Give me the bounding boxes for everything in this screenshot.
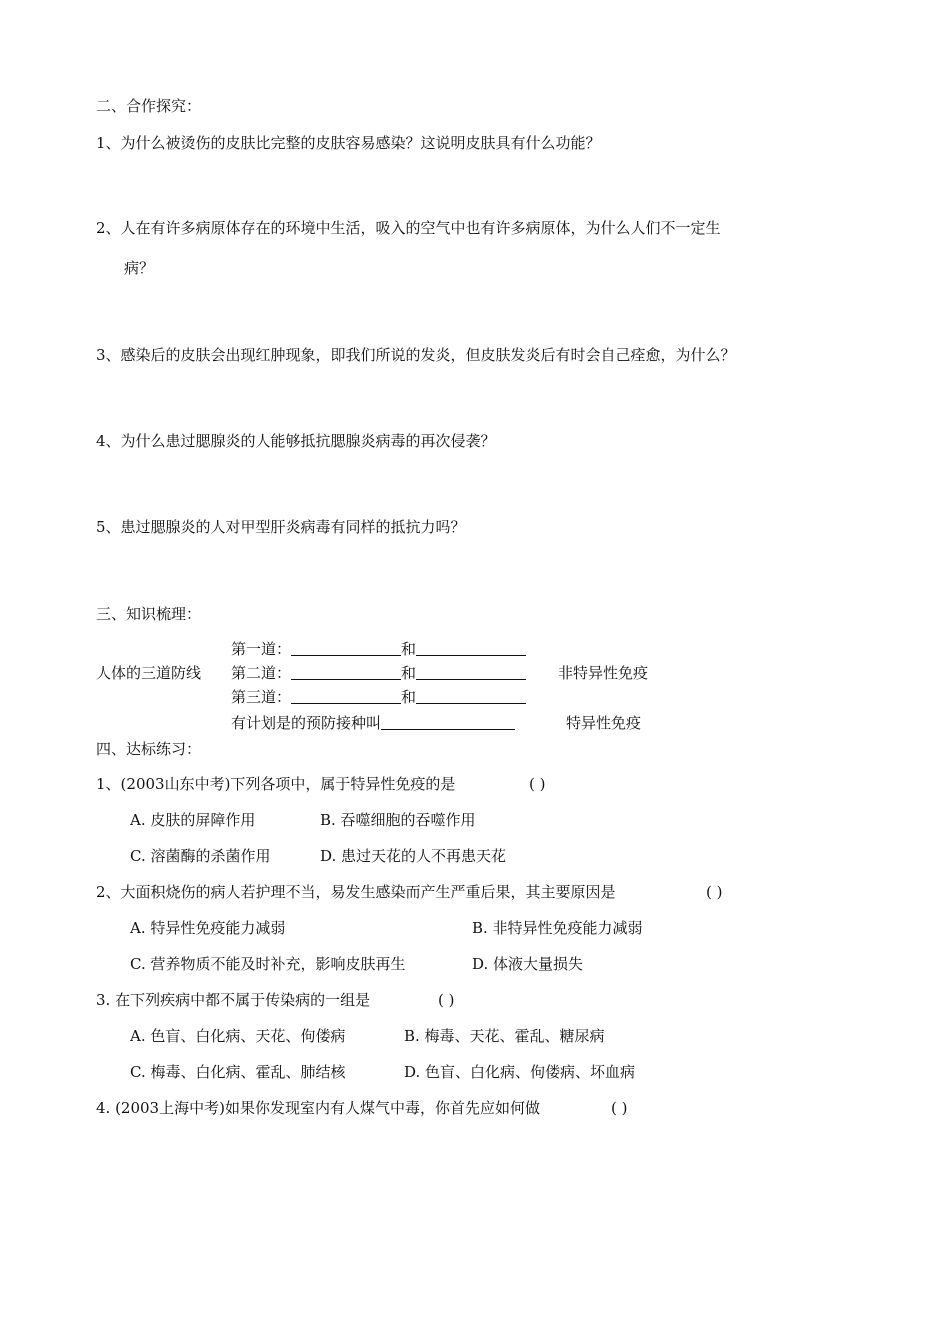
exercise-2-option-b: B. 非特异性免疫能力减弱 bbox=[472, 919, 643, 937]
blank-2a[interactable] bbox=[291, 664, 401, 680]
exercise-4-answer-paren[interactable]: ( ) bbox=[611, 1099, 628, 1117]
vaccination-label: 有计划是的预防接种叫 bbox=[231, 714, 382, 732]
exercise-3-option-b: B. 梅毒、天花、霍乱、糖尿病 bbox=[404, 1027, 605, 1045]
defense-group-label: 人体的三道防线 bbox=[96, 664, 202, 682]
blank-2b[interactable] bbox=[416, 664, 526, 680]
defense-line-2 bbox=[231, 663, 526, 683]
question-3: 3、感染后的皮肤会出现红肿现象，即我们所说的发炎，但皮肤发炎后有时会自己痊愈，为什么？ bbox=[96, 346, 736, 364]
exercise-2-stem: 2、大面积烧伤的病人若护理不当，易发生感染而产生严重后果，其主要原因是 bbox=[96, 883, 616, 901]
exercise-3-stem: 3. 在下列疾病中都不属于传染病的一组是 bbox=[96, 991, 371, 1009]
exercise-3-option-d: D. 色盲、白化病、佝偻病、坏血病 bbox=[404, 1063, 636, 1081]
section4-heading: 四、达标练习： bbox=[96, 740, 202, 758]
exercise-2-answer-paren[interactable]: ( ) bbox=[706, 883, 723, 901]
question-1: 1、为什么被烫伤的皮肤比完整的皮肤容易感染？这说明皮肤具有什么功能？ bbox=[96, 134, 601, 152]
blank-3b[interactable] bbox=[416, 688, 526, 704]
exercise-2-option-a: A. 特异性免疫能力减弱 bbox=[130, 919, 286, 937]
exercise-1-option-b: B. 吞噬细胞的吞噬作用 bbox=[320, 811, 476, 829]
exercise-2-option-c: C. 营养物质不能及时补充，影响皮肤再生 bbox=[130, 955, 406, 973]
defense-line-1-label: 第一道： bbox=[231, 640, 292, 658]
exercise-2-option-d: D. 体液大量损失 bbox=[472, 955, 584, 973]
exercise-1-option-c: C. 溶菌酶的杀菌作用 bbox=[130, 847, 271, 865]
exercise-1-stem: 1、(2003山东中考)下列各项中，属于特异性免疫的是 bbox=[96, 775, 456, 793]
nonspecific-immunity-label: 非特异性免疫 bbox=[558, 664, 649, 682]
exercise-3-option-a: A. 色盲、白化病、天花、佝偻病 bbox=[130, 1027, 346, 1045]
exercise-3-answer-paren[interactable]: ( ) bbox=[438, 991, 455, 1009]
and-3: 和 bbox=[401, 688, 417, 706]
question-4: 4、为什么患过腮腺炎的人能够抵抗腮腺炎病毒的再次侵袭？ bbox=[96, 432, 496, 450]
specific-immunity-label: 特异性免疫 bbox=[566, 714, 642, 732]
question-5: 5、患过腮腺炎的人对甲型肝炎病毒有同样的抵抗力吗？ bbox=[96, 518, 466, 536]
and-1: 和 bbox=[401, 640, 417, 658]
section2-heading: 二、合作探究： bbox=[96, 97, 202, 115]
question-2-line2: 病？ bbox=[124, 259, 155, 277]
vaccination-line bbox=[231, 713, 515, 733]
defense-line-2-label: 第二道： bbox=[231, 664, 292, 682]
defense-line-3 bbox=[231, 687, 526, 707]
question-2-line1: 2、人在有许多病原体存在的环境中生活，吸入的空气中也有许多病原体，为什么人们不一定生 bbox=[96, 219, 721, 237]
exercise-3-option-c: C. 梅毒、白化病、霍乱、肺结核 bbox=[130, 1063, 346, 1081]
blank-1b[interactable] bbox=[416, 640, 526, 656]
exercise-1-option-a: A. 皮肤的屏障作用 bbox=[130, 811, 256, 829]
and-2: 和 bbox=[401, 664, 417, 682]
blank-3a[interactable] bbox=[291, 688, 401, 704]
exercise-1-answer-paren[interactable]: ( ) bbox=[529, 775, 546, 793]
exercise-1-option-d: D. 患过天花的人不再患天花 bbox=[320, 847, 507, 865]
blank-vaccine[interactable] bbox=[381, 714, 515, 730]
section3-heading: 三、知识梳理： bbox=[96, 605, 202, 623]
defense-line-3-label: 第三道： bbox=[231, 688, 292, 706]
blank-1a[interactable] bbox=[291, 640, 401, 656]
defense-line-1 bbox=[231, 639, 526, 659]
exercise-4-stem: 4. (2003上海中考)如果你发现室内有人煤气中毒，你首先应如何做 bbox=[96, 1099, 540, 1117]
